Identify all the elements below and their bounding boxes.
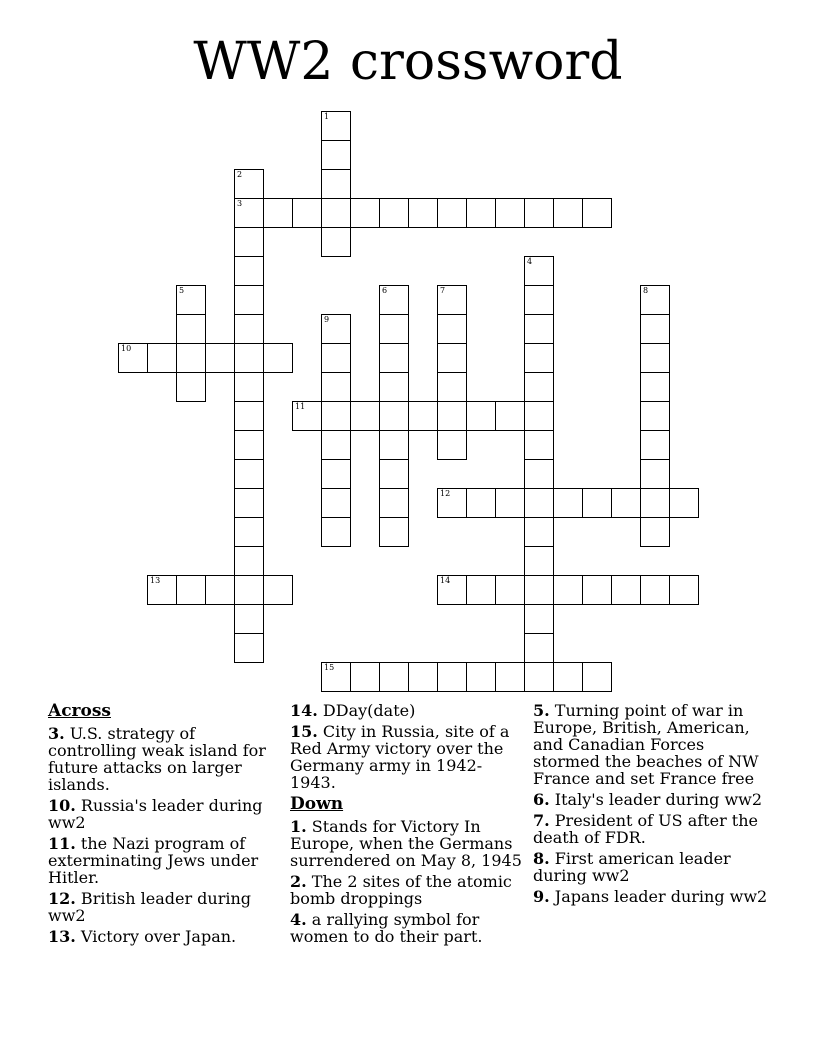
grid-cell[interactable] (437, 575, 467, 605)
grid-cell[interactable] (524, 198, 554, 228)
grid-cell[interactable] (524, 546, 554, 576)
grid-cell[interactable] (263, 575, 293, 605)
grid-cell[interactable] (292, 401, 322, 431)
clue-down-8: 8. First american leader during ww2 (533, 849, 731, 885)
grid-cell[interactable] (234, 575, 264, 605)
grid-cell[interactable] (321, 662, 351, 692)
grid-cell[interactable] (321, 488, 351, 518)
grid-cell[interactable] (524, 343, 554, 373)
grid-cell[interactable] (524, 401, 554, 431)
grid-cell[interactable] (234, 459, 264, 489)
grid-cell[interactable] (118, 343, 148, 373)
grid-cell[interactable] (234, 546, 264, 576)
clue-down-1: 1. Stands for Victory In Europe, when the Germans surrendered on May 8, 1945 (290, 817, 522, 870)
grid-cell[interactable] (524, 459, 554, 489)
grid-cell[interactable] (321, 372, 351, 402)
clue-number: 13 (150, 576, 161, 585)
grid-cell[interactable] (234, 285, 264, 315)
clue-number: 7 (440, 286, 446, 295)
clue-across-14: 14. DDay(date) (290, 701, 416, 720)
grid-cell[interactable] (379, 314, 409, 344)
grid-cell[interactable] (234, 517, 264, 547)
grid-cell[interactable] (582, 198, 612, 228)
grid-cell[interactable] (234, 314, 264, 344)
grid-cell[interactable] (350, 198, 380, 228)
grid-cell[interactable] (176, 575, 206, 605)
grid-cell[interactable] (437, 401, 467, 431)
clue-number: 10 (121, 344, 132, 353)
clue-across-13: 13. Victory over Japan. (48, 927, 237, 946)
grid-cell[interactable] (437, 285, 467, 315)
grid-cell[interactable] (379, 343, 409, 373)
grid-cell[interactable] (321, 517, 351, 547)
clue-number: 3 (237, 199, 243, 208)
grid-cell[interactable] (495, 575, 525, 605)
grid-cell[interactable] (379, 372, 409, 402)
grid-cell[interactable] (321, 198, 351, 228)
grid-cell[interactable] (234, 256, 264, 286)
page-title: WW2 crossword (193, 32, 623, 92)
grid-cell[interactable] (379, 430, 409, 460)
grid-cell[interactable] (524, 285, 554, 315)
clue-number: 12 (440, 489, 451, 498)
grid-cell[interactable] (524, 372, 554, 402)
grid-cell[interactable] (640, 372, 670, 402)
grid-cell[interactable] (640, 314, 670, 344)
grid-cell[interactable] (205, 575, 235, 605)
grid-cell[interactable] (321, 401, 351, 431)
clue-number: 14 (440, 576, 451, 585)
grid-cell[interactable] (292, 198, 322, 228)
grid-cell[interactable] (176, 285, 206, 315)
grid-cell[interactable] (582, 662, 612, 692)
grid-cell[interactable] (176, 372, 206, 402)
grid-cell[interactable] (234, 488, 264, 518)
grid-cell[interactable] (466, 488, 496, 518)
grid-cell[interactable] (553, 575, 583, 605)
clue-number: 5 (179, 286, 185, 295)
grid-cell[interactable] (234, 343, 264, 373)
grid-cell[interactable] (437, 662, 467, 692)
grid-cell[interactable] (147, 575, 177, 605)
grid-cell[interactable] (495, 401, 525, 431)
clue-number: 1 (324, 112, 330, 121)
grid-cell[interactable] (640, 517, 670, 547)
grid-cell[interactable] (379, 198, 409, 228)
grid-cell[interactable] (466, 401, 496, 431)
clue-across-11: 11. the Nazi program of exterminating Jews under Hitler. (48, 834, 259, 887)
grid-cell[interactable] (466, 575, 496, 605)
grid-cell[interactable] (176, 314, 206, 344)
grid-cell[interactable] (321, 343, 351, 373)
grid-cell[interactable] (147, 343, 177, 373)
grid-cell[interactable] (640, 459, 670, 489)
grid-cell[interactable] (379, 488, 409, 518)
grid-cell[interactable] (640, 343, 670, 373)
down-heading: Down (290, 794, 344, 814)
grid-cell[interactable] (495, 488, 525, 518)
grid-cell[interactable] (234, 430, 264, 460)
clue-number: 4 (527, 257, 533, 266)
grid-cell[interactable] (379, 517, 409, 547)
grid-cell[interactable] (611, 488, 641, 518)
grid-cell[interactable] (524, 430, 554, 460)
grid-cell[interactable] (437, 372, 467, 402)
grid-cell[interactable] (234, 401, 264, 431)
grid-cell[interactable] (582, 488, 612, 518)
clue-across-3: 3. U.S. strategy of controlling weak island for future attacks on larger islands. (48, 724, 266, 794)
grid-cell[interactable] (524, 488, 554, 518)
grid-cell[interactable] (640, 430, 670, 460)
across-heading: Across (48, 701, 111, 721)
grid-cell[interactable] (553, 662, 583, 692)
grid-cell[interactable] (495, 662, 525, 692)
grid-cell[interactable] (466, 198, 496, 228)
grid-cell[interactable] (234, 372, 264, 402)
grid-cell[interactable] (495, 198, 525, 228)
grid-cell[interactable] (321, 430, 351, 460)
grid-cell[interactable] (437, 314, 467, 344)
grid-cell[interactable] (437, 198, 467, 228)
clue-number: 6 (382, 286, 388, 295)
clue-number: 15 (324, 663, 335, 672)
grid-cell[interactable] (205, 343, 235, 373)
grid-cell[interactable] (640, 575, 670, 605)
grid-cell[interactable] (640, 401, 670, 431)
grid-cell[interactable] (176, 343, 206, 373)
grid-cell[interactable] (350, 401, 380, 431)
clue-across-15: 15. City in Russia, site of a Red Army victory over the Germany army in 1942-1943. (290, 722, 510, 792)
grid-cell[interactable] (466, 662, 496, 692)
grid-cell[interactable] (234, 604, 264, 634)
grid-cell[interactable] (437, 488, 467, 518)
grid-cell[interactable] (350, 662, 380, 692)
clue-across-10: 10. Russia's leader during ww2 (48, 796, 263, 832)
clue-number: 11 (295, 402, 306, 411)
grid-cell[interactable] (234, 169, 264, 199)
grid-cell[interactable] (321, 111, 351, 141)
grid-cell[interactable] (321, 140, 351, 170)
grid-cell[interactable] (524, 633, 554, 663)
grid-cell[interactable] (321, 227, 351, 257)
grid-cell[interactable] (524, 517, 554, 547)
grid-cell[interactable] (379, 459, 409, 489)
clue-down-9: 9. Japans leader during ww2 (533, 887, 768, 906)
grid-cell[interactable] (408, 401, 438, 431)
clue-number: 8 (643, 286, 649, 295)
grid-cell[interactable] (553, 198, 583, 228)
grid-cell[interactable] (582, 575, 612, 605)
grid-cell[interactable] (321, 459, 351, 489)
clue-down-5: 5. Turning point of war in Europe, British, American, and Canadian Forces stormed the beaches of NW France and set France free (533, 701, 759, 788)
clue-number: 2 (237, 170, 243, 179)
grid-cell[interactable] (234, 227, 264, 257)
grid-cell[interactable] (379, 285, 409, 315)
grid-cell[interactable] (437, 430, 467, 460)
grid-cell[interactable] (408, 662, 438, 692)
clue-across-12: 12. British leader during ww2 (48, 889, 252, 925)
grid-cell[interactable] (321, 169, 351, 199)
grid-cell[interactable] (263, 343, 293, 373)
grid-cell[interactable] (263, 198, 293, 228)
clue-down-6: 6. Italy's leader during ww2 (533, 790, 763, 809)
grid-cell[interactable] (437, 343, 467, 373)
clues-column-2 (290, 702, 526, 949)
clue-down-2: 2. The 2 sites of the atomic bomb droppings (290, 872, 512, 908)
grid-cell[interactable] (234, 198, 264, 228)
grid-cell[interactable] (524, 604, 554, 634)
grid-cell[interactable] (524, 314, 554, 344)
grid-cell[interactable] (640, 285, 670, 315)
grid-cell[interactable] (379, 662, 409, 692)
clues-column-3 (533, 702, 773, 909)
clue-number: 9 (324, 315, 330, 324)
clues-column-1 (48, 702, 278, 949)
grid-cell[interactable] (379, 401, 409, 431)
grid-cell[interactable] (524, 662, 554, 692)
clue-down-4: 4. a rallying symbol for women to do their part. (290, 910, 483, 946)
grid-cell[interactable] (669, 488, 699, 518)
clue-down-7: 7. President of US after the death of FDR. (533, 811, 758, 847)
grid-cell[interactable] (524, 256, 554, 286)
grid-cell[interactable] (611, 575, 641, 605)
grid-cell[interactable] (553, 488, 583, 518)
grid-cell[interactable] (669, 575, 699, 605)
grid-cell[interactable] (321, 314, 351, 344)
grid-cell[interactable] (524, 575, 554, 605)
grid-cell[interactable] (408, 198, 438, 228)
grid-cell[interactable] (234, 633, 264, 663)
grid-cell[interactable] (640, 488, 670, 518)
